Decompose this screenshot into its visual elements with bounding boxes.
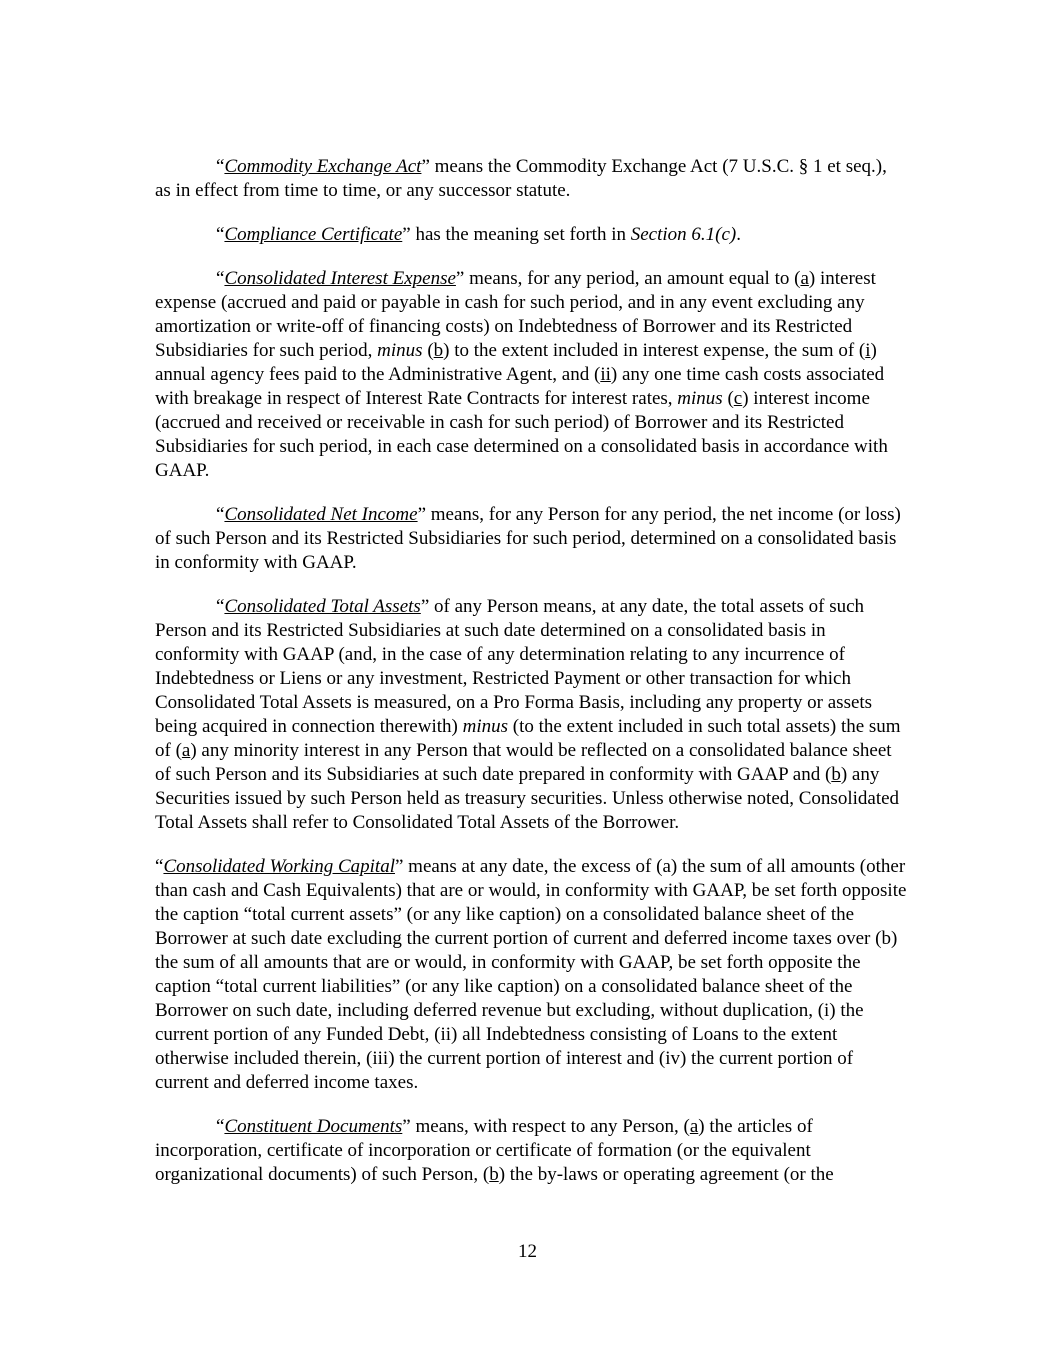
definition-text: ” means, for any period, an amount equal to ( <box>455 268 801 289</box>
definition-text: (to the extent included in such total assets) the sum of ( <box>155 716 901 761</box>
definition-text: ) any one time cash costs associated with breakage in respect of Interest Rate Contracts for interest rates, <box>155 364 885 409</box>
definition-consolidated-interest-expense: “Consolidated Interest Expense” means, for any period, an amount equal to (a) interest expense (accrued and paid or payable in cash for such period, and in any event excluding any amortization or write-off of financing costs) on Indebtedness of Borrower and its Restricted Subsidiaries for such period, minus (b) to the extent included in interest expense, the sum of (i) annual agency fees paid to the Administrative Agent, and (ii) any one time cash costs associated with breakage in respect of Interest Rate Contracts for interest rates, minus (c) interest income (accrued and received or receivable in cash for such period) of Borrower and its Restricted Subsidiaries for such period, in each case determined on a consolidated basis in accordance with GAAP. <box>155 268 888 481</box>
definition-text: ) interest income (accrued and received or receivable in cash for such period) of Borrower and its Restricted Subsidiaries for such period, in each case determined on a consolidated basis in accordance with GAAP. <box>155 388 888 481</box>
definition-compliance-certificate: “Compliance Certificate” has the meaning set forth in Section 6.1(c). <box>216 224 741 245</box>
definition-text: ” means at any date, the excess of (a) the sum of all amounts (other than cash and Cash Equivalents) that are or would, in conformity with GAAP, be set forth opposite the caption “total current assets” (or any like caption) on a consolidated balance sheet of the Borrower at such date excluding the current portion of current and deferred income taxes over (b) the sum of all amounts that are or would, in conformity with GAAP, be set forth opposite the caption “total current liabilities” (or any like caption) on a consolidated balance sheet of the Borrower on such date, including deferred revenue but excluding, without duplication, (i) the current portion of any Funded Debt, (ii) all Indebtedness consisting of Loans to the extent otherwise included therein, (iii) the current portion of interest and (iv) the current portion of current and deferred income taxes. <box>155 856 907 1093</box>
clause-letter: b <box>831 764 841 785</box>
document-page <box>155 155 907 1207</box>
defined-term: Compliance Certificate <box>224 224 403 245</box>
defined-term: Consolidated Total Assets <box>224 596 421 617</box>
definition-text: ” means, with respect to any Person, ( <box>402 1116 690 1137</box>
definition-text: ) any Securities issued by such Person held as treasury securities. Unless otherwise noted, Consolidated Total Assets shall refer to Consolidated Total Assets of the Borrower. <box>155 764 900 833</box>
definition-text: ” means the Commodity Exchange Act (7 U.S.C. § 1 et seq.), as in effect from time to time, or any successor statute. <box>155 156 887 201</box>
defined-term: Consolidated Working Capital <box>163 856 395 877</box>
definition-constituent-documents: “Constituent Documents” means, with respect to any Person, (a) the articles of incorporation, certificate of incorporation or certificate of formation (or the equivalent organizational documents) of such Person, (b) the by-laws or operating agreement (or the <box>155 1116 834 1185</box>
clause-numeral: i <box>865 340 871 361</box>
definition-consolidated-net-income: “Consolidated Net Income” means, for any Person for any period, the net income (or loss) of such Person and its Restricted Subsidiaries for such period, determined on a consolidated basis in conformity with GAAP. <box>155 504 901 573</box>
clause-letter: a <box>689 1116 699 1137</box>
definition-text: ) the articles of incorporation, certificate of incorporation or certificate of formation (or the equivalent organizational documents) of such Person, ( <box>155 1116 813 1185</box>
page-number: 12 <box>518 1241 537 1262</box>
definition-text: ” has the meaning set forth in <box>402 224 631 245</box>
clause-letter: b <box>489 1164 499 1185</box>
definition-text: ( <box>722 388 734 409</box>
defined-term: Consolidated Net Income <box>224 504 418 525</box>
definition-text: ) interest expense (accrued and paid or payable in cash for such period, and in any event excluding any amortization or write-off of financing costs) on Indebtedness of Borrower and its Restricted Subsidiaries for such period, <box>155 268 876 361</box>
definition-commodity-exchange-act: “Commodity Exchange Act” means the Commodity Exchange Act (7 U.S.C. § 1 et seq.), as in effect from time to time, or any successor statute. <box>155 156 887 201</box>
definition-text: ) the by-laws or operating agreement (or the <box>498 1164 834 1185</box>
defined-term: Consolidated Interest Expense <box>224 268 456 289</box>
clause-letter: a <box>800 268 809 289</box>
defined-term: Commodity Exchange Act <box>224 156 422 177</box>
clause-letter: c <box>733 388 743 409</box>
definition-consolidated-total-assets: “Consolidated Total Assets” of any Person means, at any date, the total assets of such Person and its Restricted Subsidiaries at such date determined on a consolidated basis in conformity with GAAP (and, in the case of any determination relating to any incurrence of Indebtedness or Liens or any investment, Restricted Payment or other transaction for which Consolidated Total Assets is measured, on a Pro Forma Basis, including any property or assets being acquired in connection therewith) minus (to the extent included in such total assets) the sum of (a) any minority interest in any Person that would be reflected on a consolidated balance sheet of such Person and its Subsidiaries at such date prepared in conformity with GAAP and (b) any Securities issued by such Person held as treasury securities. Unless otherwise noted, Consolidated Total Assets shall refer to Consolidated Total Assets of the Borrower. <box>155 596 901 833</box>
section-reference: Section 6.1(c) <box>630 224 737 245</box>
definition-text: ) to the extent included in interest expense, the sum of ( <box>443 340 866 361</box>
definition-consolidated-working-capital: “Consolidated Working Capital” means at any date, the excess of (a) the sum of all amounts (other than cash and Cash Equivalents) that are or would, in conformity with GAAP, be set forth opposite the caption “total current assets” (or any like caption) on a consolidated balance sheet of the Borrower at such date excluding the current portion of current and deferred income taxes over (b) the sum of all amounts that are or would, in conformity with GAAP, be set forth opposite the caption “total current liabilities” (or any like caption) on a consolidated balance sheet of the Borrower on such date, including deferred revenue but excluding, without duplication, (i) the current portion of any Funded Debt, (ii) all Indebtedness consisting of Loans to the extent otherwise included therein, (iii) the current portion of interest and (iv) the current portion of current and deferred income taxes. <box>155 856 907 1093</box>
definition-text: ( <box>422 340 434 361</box>
definition-text: ) any minority interest in any Person that would be reflected on a consolidated balance sheet of such Person and its Subsidiaries at such date prepared in conformity with GAAP and ( <box>155 740 892 785</box>
definition-text: . <box>736 224 741 245</box>
defined-term: Constituent Documents <box>224 1116 403 1137</box>
clause-letter: a <box>181 740 191 761</box>
clause-numeral: ii <box>600 364 611 385</box>
emphasis-minus: minus <box>462 716 508 737</box>
definition-text: ) annual agency fees paid to the Administrative Agent, and ( <box>155 340 877 385</box>
clause-letter: b <box>433 340 444 361</box>
emphasis-minus: minus <box>677 388 723 409</box>
emphasis-minus: minus <box>377 340 423 361</box>
definition-text: ” of any Person means, at any date, the total assets of such Person and its Restricted Subsidiaries at such date determined on a consolidated basis in conformity with GAAP (and, in the case of any determination relating to any incurrence of Indebtedness or Liens or any investment, Restricted Payment or other transaction for which Consolidated Total Assets is measured, on a Pro Forma Basis, including any property or assets being acquired in connection therewith) <box>155 596 873 737</box>
definition-text: ” means, for any Person for any period, the net income (or loss) of such Person and its Restricted Subsidiaries for such period, determined on a consolidated basis in conformity with GAAP. <box>155 504 901 573</box>
